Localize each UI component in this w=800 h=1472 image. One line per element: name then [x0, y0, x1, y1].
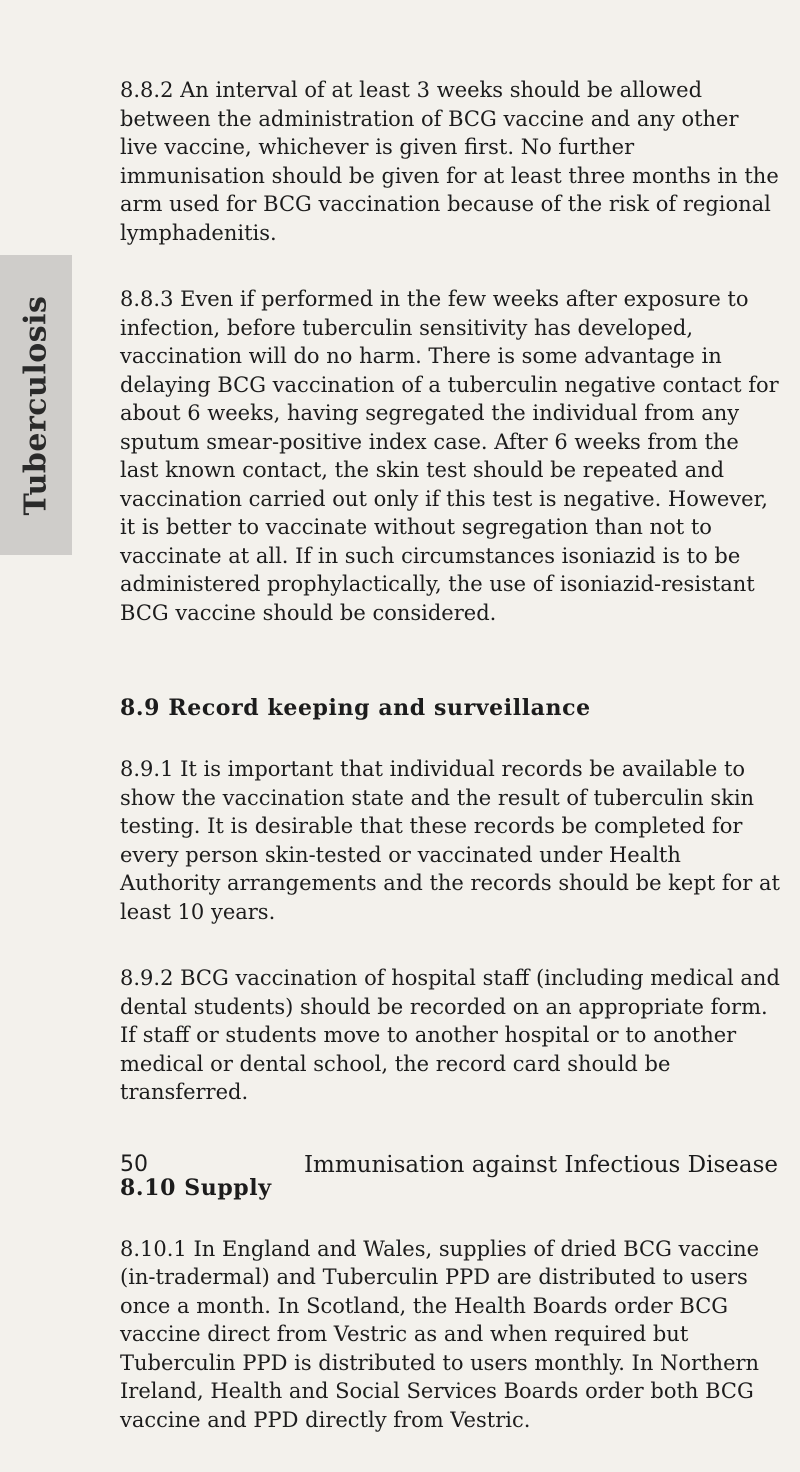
paragraph-8-10-1: 8.10.1 In England and Wales, supplies of dried BCG vaccine (in-tradermal) and Tuberculin PPD are distributed to users once a month. In Scotland, the Health Boards order BCG vaccine direct from Vestric as and when required but Tuberculin PPD is distributed to users monthly. In Northern Ireland, Health and Social Services Boards order both BCG vaccine and PPD directly from Vestric. — [120, 1236, 760, 1432]
chapter-side-tab — [0, 255, 72, 555]
chapter-side-tab-label: Tuberculosis — [18, 295, 54, 515]
page-number: 50 — [120, 1152, 148, 1177]
heading-8-9: 8.9 Record keeping and surveillance — [120, 695, 591, 721]
paragraph-8-8-3: 8.8.3 Even if performed in the few weeks after exposure to infection, before tuberculin sensitivity has developed, vaccination will do no harm. There is some advantage in delaying BCG vaccination of a tuberculin negative contact for about 6 weeks, having segregated the individual from any sputum smear-positive index case. After 6 weeks from the last known contact, the skin test should be repeated and vaccination carried out only if this test is negative. However, it is better to vaccinate without segregation than not to vaccinate at all. If in such circumstances isoniazid is to be administered prophylactically, the use of isoniazid-resistant BCG vaccine should be considered. — [120, 287, 779, 625]
page-body — [120, 76, 780, 1472]
paragraph-8-8-2: 8.8.2 An interval of at least 3 weeks should be allowed between the administration of BCG vaccine and any other live vaccine, whichever is given first. No further immunisation should be given for at least three months in the arm used for BCG vaccination because of the risk of regional lymphadenitis. — [120, 78, 779, 245]
book-title: Immunisation against Infectious Disease — [303, 1152, 778, 1178]
heading-8-10: 8.10 Supply — [120, 1174, 272, 1201]
paragraph-8-9-2: 8.9.2 BCG vaccination of hospital staff (including medical and dental students) should be recorded on an appropriate form. If staff or students move to another hospital or to another medical or dental school, the record card should be transferred. — [120, 966, 780, 1104]
paragraph-8-9-1: 8.9.1 It is important that individual records be available to show the vaccination state and the result of tuberculin skin testing. It is desirable that these records be completed for every person skin-tested or vaccinated under Health Authority arrangements and the records should be kept for at least 10 years. — [120, 757, 780, 924]
page-footer — [120, 1152, 778, 1178]
